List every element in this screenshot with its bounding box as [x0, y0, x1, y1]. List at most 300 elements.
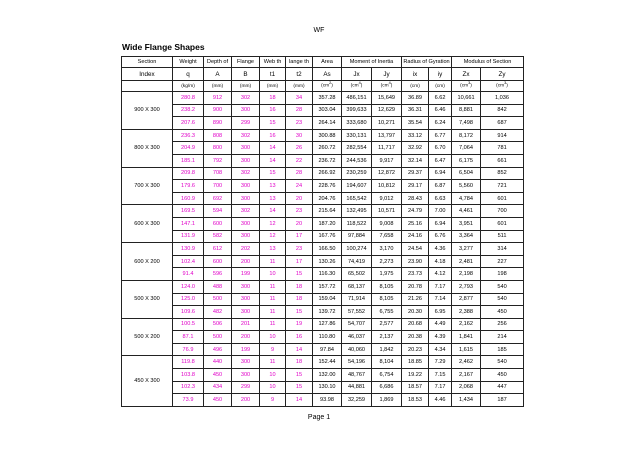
table-cell: 28.43 [402, 192, 429, 205]
table-cell: 300.88 [313, 129, 342, 142]
table-cell: 600 [204, 255, 232, 268]
table-cell: 25.16 [402, 217, 429, 230]
table-cell: 35.54 [402, 117, 429, 130]
table-cell: 256 [481, 318, 524, 331]
table-cell: 300 [232, 356, 260, 369]
table-cell: 721 [481, 180, 524, 193]
header-cell: Flange [232, 57, 260, 68]
header-cell: Section [122, 57, 173, 68]
table-cell: 601 [481, 192, 524, 205]
table-cell: 333,680 [342, 117, 372, 130]
table-cell: 661 [481, 154, 524, 167]
table-cell: 300 [232, 293, 260, 306]
table-cell: 2,388 [452, 306, 481, 319]
table-cell: 160.9 [173, 192, 204, 205]
table-cell: 7,658 [372, 230, 402, 243]
table-cell: 302 [232, 205, 260, 218]
table-cell: 93.98 [313, 394, 342, 407]
table-row [122, 180, 524, 193]
table-cell: 800 [204, 142, 232, 155]
table-row [122, 369, 524, 382]
table-cell: 302 [232, 92, 260, 105]
table-row [122, 117, 524, 130]
table-cell: 65,502 [342, 268, 372, 281]
table-cell: 601 [481, 217, 524, 230]
table-cell: 124.0 [173, 280, 204, 293]
table-cell: 165,542 [342, 192, 372, 205]
table-cell: 506 [204, 318, 232, 331]
table-cell: 187 [481, 394, 524, 407]
table-cell: 450 [204, 369, 232, 382]
table-cell: 7.00 [429, 205, 452, 218]
table-cell: 157.72 [313, 280, 342, 293]
table-cell: 2,481 [452, 255, 481, 268]
header-cell: ix [402, 68, 429, 81]
section-index-cell: 500 X 300 [122, 280, 173, 318]
table-cell: 2,462 [452, 356, 481, 369]
table-cell: 1,036 [481, 92, 524, 105]
table-cell: 76.9 [173, 343, 204, 356]
table-cell: 14 [260, 154, 286, 167]
table-cell: 11 [260, 280, 286, 293]
section-index-cell: 900 X 300 [122, 92, 173, 130]
header-cell: t2 [286, 68, 313, 81]
table-cell: 57,552 [342, 306, 372, 319]
table-cell: 40,060 [342, 343, 372, 356]
table-cell: 200 [232, 255, 260, 268]
table-cell: 2,068 [452, 381, 481, 394]
table-cell: 282,554 [342, 142, 372, 155]
table-cell: 300 [232, 192, 260, 205]
table-row [122, 280, 524, 293]
table-cell: 4,784 [452, 192, 481, 205]
table-row [122, 217, 524, 230]
table-cell: 6.46 [429, 104, 452, 117]
table-cell: 10 [260, 331, 286, 344]
table-cell: 33.12 [402, 129, 429, 142]
table-title: Wide Flange Shapes [122, 42, 205, 52]
table-cell: 357.28 [313, 92, 342, 105]
table-cell: 2,273 [372, 255, 402, 268]
unit-text: (mm) [211, 83, 224, 89]
table-cell: 185.1 [173, 154, 204, 167]
table-cell: 139.72 [313, 306, 342, 319]
table-cell: 6,754 [372, 369, 402, 382]
unit-cell: $(cm^2)$ [313, 81, 342, 92]
table-cell: 9,008 [372, 217, 402, 230]
table-cell: 26 [286, 142, 313, 155]
table-cell: 109.6 [173, 306, 204, 319]
table-cell: 204.76 [313, 192, 342, 205]
table-cell: 302 [232, 167, 260, 180]
table-cell: 300 [232, 180, 260, 193]
table-cell: 692 [204, 192, 232, 205]
table-row [122, 268, 524, 281]
table-cell: 1,869 [372, 394, 402, 407]
table-cell: 596 [204, 268, 232, 281]
table-cell: 116.30 [313, 268, 342, 281]
table-cell: 700 [481, 205, 524, 218]
table-cell: 2,877 [452, 293, 481, 306]
table-cell: 23.90 [402, 255, 429, 268]
table-cell: 18 [286, 280, 313, 293]
table-cell: 17 [286, 230, 313, 243]
table-cell: 4.39 [429, 331, 452, 344]
table-cell: 10 [260, 268, 286, 281]
table-cell: 4.12 [429, 268, 452, 281]
unit-exponent: 3 [468, 81, 471, 86]
table-cell: 100,274 [342, 243, 372, 256]
table-cell: 486,151 [342, 92, 372, 105]
table-cell: 6,175 [452, 154, 481, 167]
table-cell: 6.95 [429, 306, 452, 319]
section-index-cell: 600 X 200 [122, 243, 173, 281]
table-cell: 10 [260, 369, 286, 382]
table-cell: 238.2 [173, 104, 204, 117]
table-cell: 4.36 [429, 243, 452, 256]
table-cell: 299 [232, 117, 260, 130]
table-cell: 10,812 [372, 180, 402, 193]
table-cell: 167.76 [313, 230, 342, 243]
table-cell: 11 [260, 356, 286, 369]
table-cell: 32.14 [402, 154, 429, 167]
table-row [122, 243, 524, 256]
unit-cell [204, 81, 232, 92]
sheet-name: WF [313, 27, 325, 34]
header-cell: Jy [372, 68, 402, 81]
table-cell: 187.20 [313, 217, 342, 230]
table-cell: 202 [232, 243, 260, 256]
table-cell: 18 [286, 356, 313, 369]
table-cell: 198 [481, 268, 524, 281]
unit-text: (mm) [293, 83, 305, 89]
table-cell: 7.15 [429, 369, 452, 382]
unit-text: (cm) [410, 83, 420, 89]
table-cell: 6.63 [429, 192, 452, 205]
table-cell: 125.0 [173, 293, 204, 306]
table-cell: 9,012 [372, 192, 402, 205]
table-cell: 91.4 [173, 268, 204, 281]
table-cell: 209.8 [173, 167, 204, 180]
table-cell: 131.9 [173, 230, 204, 243]
table-cell: 890 [204, 117, 232, 130]
table-cell: 4.46 [429, 394, 452, 407]
table-cell: 10 [260, 381, 286, 394]
table-cell: 7.17 [429, 280, 452, 293]
table-cell: 12,629 [372, 104, 402, 117]
unit-cell: $(cm^3)$ [452, 81, 481, 92]
table-cell: 102.4 [173, 255, 204, 268]
table-cell: 781 [481, 142, 524, 155]
table-cell: 23 [286, 205, 313, 218]
table-cell: 2,577 [372, 318, 402, 331]
table-cell: 15 [286, 268, 313, 281]
header-row-units [122, 81, 524, 92]
table-cell: 22 [286, 154, 313, 167]
header-cell: Zy [481, 68, 524, 81]
table-cell: 6,686 [372, 381, 402, 394]
table-cell: 215.64 [313, 205, 342, 218]
table-cell: 6.24 [429, 117, 452, 130]
table-cell: 330,131 [342, 129, 372, 142]
header-cell: Web th [260, 57, 286, 68]
section-index-cell: 450 X 300 [122, 356, 173, 406]
table-cell: 21.26 [402, 293, 429, 306]
table-cell: 20.23 [402, 343, 429, 356]
table-cell: 13 [260, 192, 286, 205]
unit-cell: $(cm^4)$ [342, 81, 372, 92]
table-cell: 687 [481, 117, 524, 130]
table-cell: 594 [204, 205, 232, 218]
table-cell: 11 [260, 306, 286, 319]
table-cell: 302 [232, 129, 260, 142]
table-cell: 32.92 [402, 142, 429, 155]
table-cell: 54,707 [342, 318, 372, 331]
table-cell: 300 [232, 280, 260, 293]
table-cell: 496 [204, 343, 232, 356]
table-cell: 130.10 [313, 381, 342, 394]
table-cell: 7,064 [452, 142, 481, 155]
table-cell: 119.8 [173, 356, 204, 369]
table-cell: 6.76 [429, 230, 452, 243]
unit-cell [429, 81, 452, 92]
table-cell: 9 [260, 394, 286, 407]
header-cell: iy [429, 68, 452, 81]
table-cell: 1,841 [452, 331, 481, 344]
table-cell: 201 [232, 318, 260, 331]
table-cell: 194,607 [342, 180, 372, 193]
table-cell: 214 [481, 331, 524, 344]
unit-cell [286, 81, 313, 92]
table-cell: 612 [204, 243, 232, 256]
unit-text: (kg/m) [181, 83, 195, 89]
table-cell: 6.87 [429, 180, 452, 193]
header-cell: As [313, 68, 342, 81]
unit-exponent: 2 [329, 81, 332, 86]
table-cell: 1,975 [372, 268, 402, 281]
table-cell: 11 [260, 293, 286, 306]
table-cell: 300 [232, 230, 260, 243]
table-cell: 110.80 [313, 331, 342, 344]
table-cell: 18.57 [402, 381, 429, 394]
table-cell: 540 [481, 280, 524, 293]
table-cell: 600 [204, 217, 232, 230]
section-index-cell: 600 X 300 [122, 205, 173, 243]
header-cell: Radius of Gyration [402, 57, 452, 68]
header-cell: lange th [286, 57, 313, 68]
table-cell: 399,633 [342, 104, 372, 117]
table-cell: 300 [232, 104, 260, 117]
table-cell: 19.22 [402, 369, 429, 382]
table-body [122, 92, 524, 407]
table-cell: 3,277 [452, 243, 481, 256]
table-cell: 18.85 [402, 356, 429, 369]
table-cell: 14 [260, 205, 286, 218]
table-cell: 15 [286, 369, 313, 382]
table-cell: 10,661 [452, 92, 481, 105]
table-cell: 852 [481, 167, 524, 180]
table-cell: 2,162 [452, 318, 481, 331]
unit-cell [232, 81, 260, 92]
table-cell: 488 [204, 280, 232, 293]
table-cell: 97,884 [342, 230, 372, 243]
table-cell: 540 [481, 356, 524, 369]
table-cell: 130.9 [173, 243, 204, 256]
header-cell: Area [313, 57, 342, 68]
table-cell: 236.72 [313, 154, 342, 167]
table-cell: 2,167 [452, 369, 481, 382]
table-cell: 28 [286, 104, 313, 117]
table-cell: 314 [481, 243, 524, 256]
table-cell: 482 [204, 306, 232, 319]
table-cell: 16 [260, 129, 286, 142]
table-cell: 2,793 [452, 280, 481, 293]
table-cell: 4.34 [429, 343, 452, 356]
table-cell: 152.44 [313, 356, 342, 369]
table-cell: 97.84 [313, 343, 342, 356]
unit-text: (cm [380, 83, 389, 89]
table-row [122, 142, 524, 155]
table-cell: 200 [232, 331, 260, 344]
header-cell: Index [122, 68, 173, 81]
unit-text: (cm [350, 83, 359, 89]
table-cell: 20.38 [402, 331, 429, 344]
table-cell: 227 [481, 255, 524, 268]
table-cell: 230,259 [342, 167, 372, 180]
table-cell: 46,037 [342, 331, 372, 344]
table-cell: 13,797 [372, 129, 402, 142]
table-cell: 73.9 [173, 394, 204, 407]
table-row [122, 205, 524, 218]
table-cell: 15,649 [372, 92, 402, 105]
table-cell: 300 [232, 217, 260, 230]
table-cell: 244,536 [342, 154, 372, 167]
table-cell: 7,498 [452, 117, 481, 130]
table-cell: 24.54 [402, 243, 429, 256]
table-cell: 14 [286, 394, 313, 407]
section-index-cell: 800 X 300 [122, 129, 173, 167]
table-cell: 450 [481, 369, 524, 382]
table-cell: 102.3 [173, 381, 204, 394]
table-cell: 12,872 [372, 167, 402, 180]
table-cell: 708 [204, 167, 232, 180]
table-cell: 7.14 [429, 293, 452, 306]
table-cell: 68,137 [342, 280, 372, 293]
table-cell: 260.72 [313, 142, 342, 155]
table-cell: 132.00 [313, 369, 342, 382]
header-cell: Jx [342, 68, 372, 81]
table-cell: 24.16 [402, 230, 429, 243]
table-cell: 511 [481, 230, 524, 243]
unit-text: (cm) [435, 83, 445, 89]
table-cell: 700 [204, 180, 232, 193]
table-cell: 199 [232, 268, 260, 281]
table-cell: 15 [260, 167, 286, 180]
table-cell: 48,767 [342, 369, 372, 382]
table-cell: 11,717 [372, 142, 402, 155]
table-cell: 20 [286, 192, 313, 205]
table-cell: 440 [204, 356, 232, 369]
unit-text: (mm) [239, 83, 252, 89]
header-cell: Weight [173, 57, 204, 68]
unit-exponent: 4 [388, 81, 391, 86]
header-cell: Depth of [204, 57, 232, 68]
table-cell: 3,170 [372, 243, 402, 256]
table-cell: 71,914 [342, 293, 372, 306]
table-cell: 169.5 [173, 205, 204, 218]
table-cell: 6,755 [372, 306, 402, 319]
table-cell: 23 [286, 117, 313, 130]
table-cell: 15 [260, 117, 286, 130]
table-cell: 19 [286, 318, 313, 331]
wide-flange-table [121, 56, 524, 407]
table-cell: 4.49 [429, 318, 452, 331]
table-cell: 16 [260, 104, 286, 117]
table-cell: 185 [481, 343, 524, 356]
header-cell: q [173, 68, 204, 81]
table-cell: 166.50 [313, 243, 342, 256]
table-cell: 842 [481, 104, 524, 117]
table-row [122, 104, 524, 117]
table-cell: 9 [260, 343, 286, 356]
table-cell: 12 [260, 230, 286, 243]
table-cell: 18 [286, 293, 313, 306]
table-cell: 44,881 [342, 381, 372, 394]
table-cell: 7.29 [429, 356, 452, 369]
unit-cell: $(cm^3)$ [481, 81, 524, 92]
table-cell: 10,571 [372, 205, 402, 218]
unit-cell [260, 81, 286, 92]
table-cell: 7.17 [429, 381, 452, 394]
table-row [122, 293, 524, 306]
table-cell: 34 [286, 92, 313, 105]
table-row [122, 154, 524, 167]
table-cell: 36.89 [402, 92, 429, 105]
unit-text: (cm [460, 83, 469, 89]
table-cell: 300 [232, 306, 260, 319]
table-cell: 204.9 [173, 142, 204, 155]
table-cell: 28 [286, 167, 313, 180]
unit-exponent: 4 [358, 81, 361, 86]
table-cell: 15 [286, 381, 313, 394]
table-cell: 434 [204, 381, 232, 394]
table-cell: 87.1 [173, 331, 204, 344]
table-cell: 500 [204, 293, 232, 306]
table-cell: 914 [481, 129, 524, 142]
table-cell: 6.47 [429, 154, 452, 167]
table-cell: 24 [286, 180, 313, 193]
table-cell: 179.6 [173, 180, 204, 193]
table-cell: 447 [481, 381, 524, 394]
table-cell: 11 [260, 255, 286, 268]
table-cell: 5,560 [452, 180, 481, 193]
table-cell: 20.30 [402, 306, 429, 319]
table-cell: 29.37 [402, 167, 429, 180]
table-cell: 4,461 [452, 205, 481, 218]
table-cell: 450 [204, 394, 232, 407]
table-cell: 3,364 [452, 230, 481, 243]
table-cell: 6.62 [429, 92, 452, 105]
table-cell: 6.94 [429, 217, 452, 230]
page-footer: Page 1 [307, 414, 331, 421]
table-cell: 199 [232, 343, 260, 356]
unit-text: (mm) [266, 83, 279, 89]
section-index-cell: 500 X 200 [122, 318, 173, 356]
table-row [122, 255, 524, 268]
table-cell: 20.78 [402, 280, 429, 293]
header-cell: Zx [452, 68, 481, 81]
section-index-cell: 700 X 300 [122, 167, 173, 205]
